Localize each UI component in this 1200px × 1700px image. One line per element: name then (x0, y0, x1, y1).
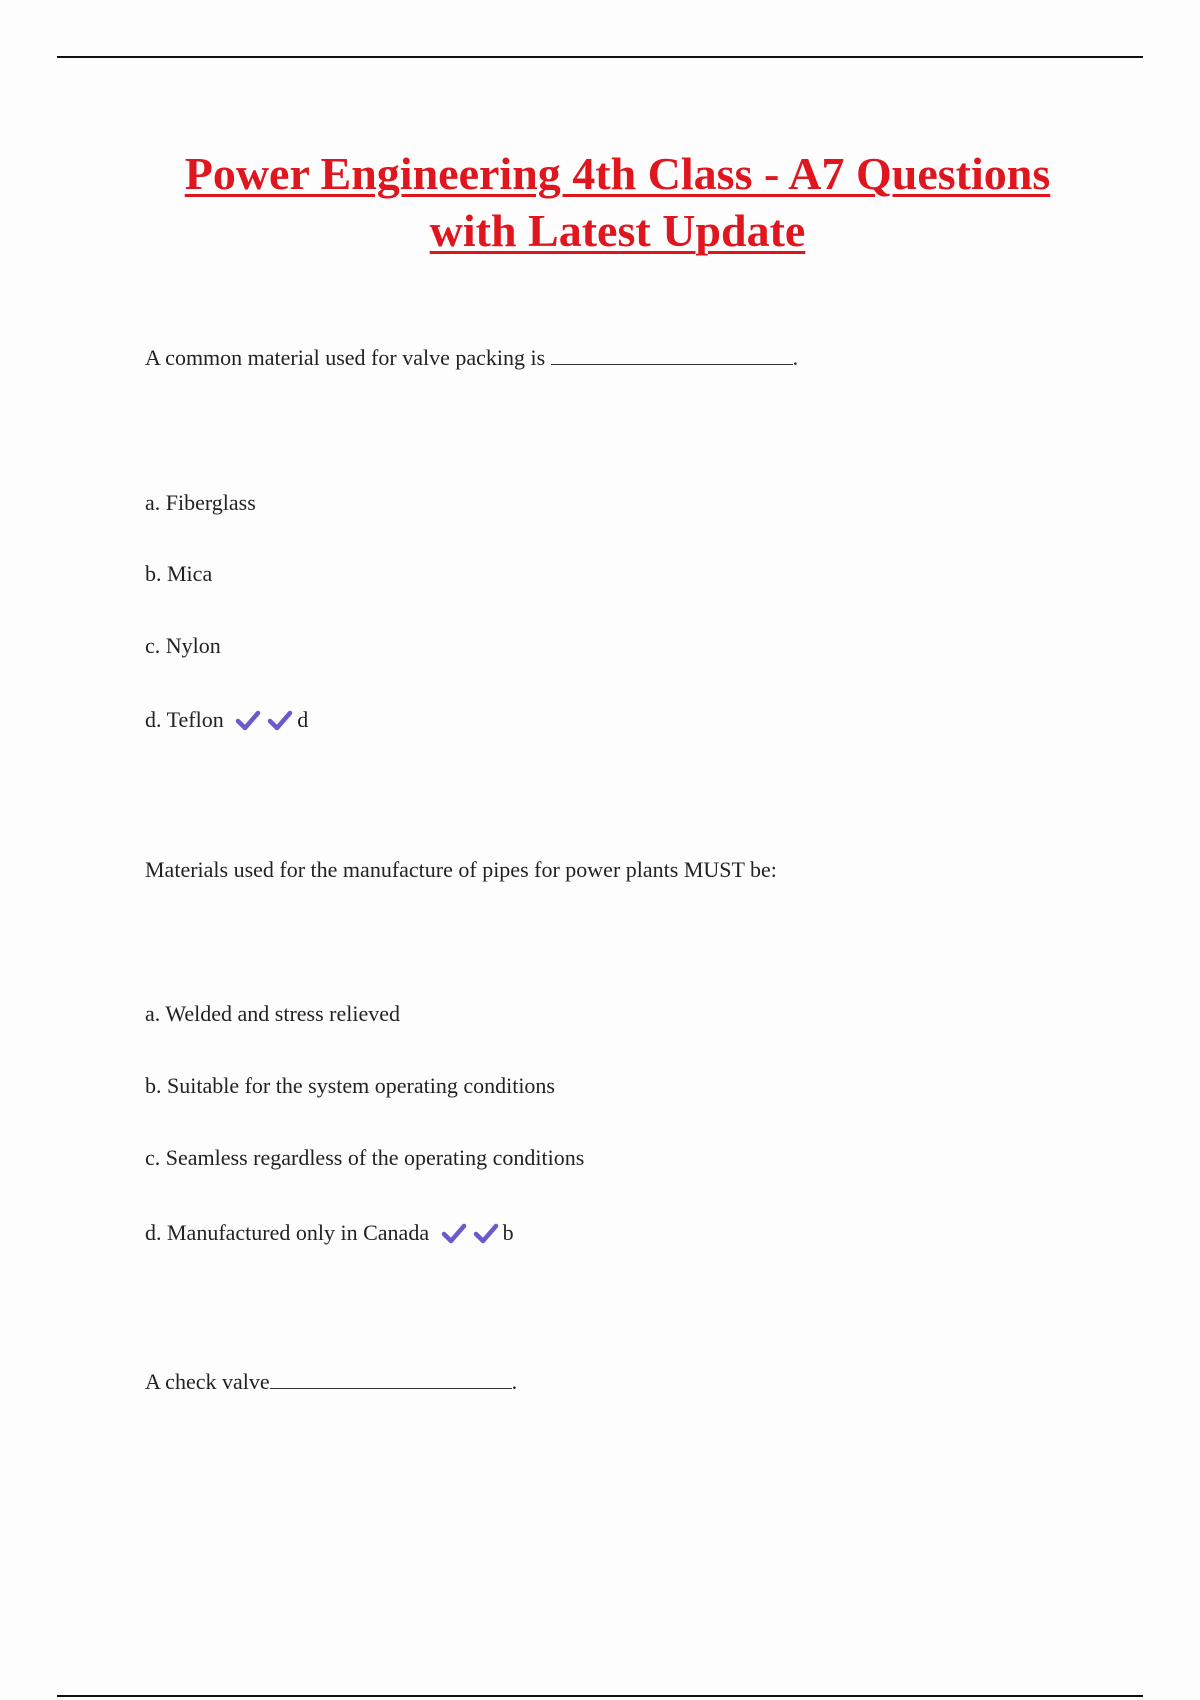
question-3-stem: A check valve . (145, 1369, 518, 1394)
question-1-option-c: c. Nylon (145, 633, 221, 658)
question-2-option-c: c. Seamless regardless of the operating conditions (145, 1145, 585, 1170)
question-1-option-a: a. Fiberglass (145, 490, 256, 515)
question-2-stem: Materials used for the manufacture of pipes for power plants MUST be: (145, 857, 777, 882)
title-line-2: with Latest Update (429, 205, 806, 256)
check-icon (267, 709, 293, 731)
question-1-option-d: d. Teflon d (145, 707, 309, 732)
question-1-stem: A common material used for valve packing is . (145, 345, 799, 370)
answer-blank (551, 344, 793, 365)
footer-rule (57, 1695, 1143, 1697)
question-2-option-a: a. Welded and stress relieved (145, 1001, 401, 1026)
check-icon (441, 1222, 467, 1244)
question-2-option-d: d. Manufactured only in Canada b (145, 1220, 514, 1245)
document-title (100, 145, 1135, 259)
answer-letter: d (297, 707, 309, 732)
question-2-option-b: b. Suitable for the system operating conditions (145, 1073, 555, 1098)
check-icon (473, 1222, 499, 1244)
header-rule (57, 56, 1143, 58)
title-line-1: Power Engineering 4th Class - A7 Questions (184, 148, 1051, 199)
question-1-option-b: b. Mica (145, 561, 213, 586)
answer-blank (270, 1368, 512, 1389)
check-icon (235, 709, 261, 731)
answer-letter: b (502, 1220, 514, 1245)
